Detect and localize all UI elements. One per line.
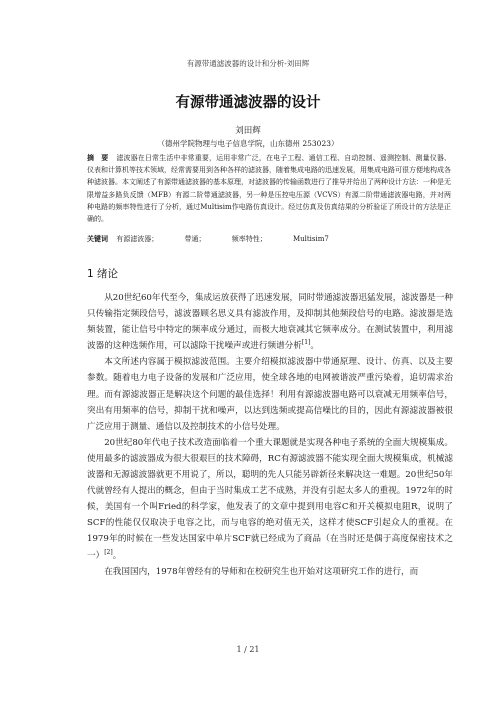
section-heading: 1 绪论 [87,268,119,280]
page-number: 1 / 21 [236,645,260,654]
keyword-item: 带通； [184,235,206,243]
keywords [87,233,451,245]
abstract-label: 摘 要 [87,153,109,162]
keyword-item: Multisim7 [292,235,329,243]
body-paragraph: 本文所述内容属于模拟滤波范围。主要介绍模拟滤波器中带通原理、设计、仿真、以及主要参数。随着电力电子设备的发展和广泛应用，使全球各地的电网被谐波严重污染着，追切需求治理。而有源滤波器正是解决这个问题的最佳选择！利用有源滤波器电路可以衰减无用频率信号，突出有用频率的信号，抑制干扰和噪声，以达到选频或提高信噪比的目的，因此有源滤波器被很广泛应用于测量、通信以及控制技术的小信号处理。 [87,357,453,432]
citation-marker: [2] [104,548,113,556]
abstract-text: 滤波器在日常生活中非常重要，运用非常广泛，在电子工程、通信工程、自动控制、遥测控制、测量仪器、仪表和计算机等技术领域，经常需要用到各种各样的滤波器，随着集成电路的迅速发展，用集成电路可很方便地构成各种滤波器。本文阐述了有源带通滤波器的基本原理，对滤波器的传输函数进行了推导并给出了两种设计方法：一种是无限增益多路负反馈（MFB）有源二阶带通滤波器，另一种是压控电压源（VCVS）有源二阶带通滤波器电路，并对两种电路的频率特性进行了分析，通过Multisim作电路仿真设计。经过仿真及仿真结果的分析验证了所设计的方法是正确的。 [87,154,452,224]
author-name: 刘田辉 [235,126,261,136]
body-paragraph: 20世纪80年代电子技术改造面临着一个重大课题就是实现各种电子系统的全面大规模集成。使用最多的滤波器成为很大很艰巨的技术障碍，RC有源滤波器不能实现全面大规模集成，机械滤波器和无源滤波器就更不用说了，所以，聪明的先人只能另辟新径来解决这一难题。20世纪50年代就曾经有人提出的概念，但由于当时集成工艺不成熟，并没有引起太多人的重视。1972年的时候，美国有一个叫Fried的科学家，他发表了的文章中提到用电容C和开关模拟电阻R，说明了SCF的性能仅仅取决于电容之比，而与电容的绝对值无关，这样才使SCF引起众人的重视。在1979年的时候在一些发达国家中单片SCF就已经成为了商品（在当时还是偶于高度保密技术之一）[2]。 [87,437,453,561]
body-paragraph: 在我国国内，1978年曾经有的导师和在校研究生也开始对这项研究工作的进行，而 [104,566,419,577]
running-head: 有源带通滤波器的设计和分析-刘田辉 [186,59,310,68]
body-paragraph: 从20世纪60年代至今，集成运放获得了迅速发展，同时带通滤波器迅猛发展，滤波器是一种只传输指定频段信号，滤波器顾名思义具有滤波作用，及抑制其他频段信号的电路。滤波器是选频装置，能让信号中特定的频率成分通过，而极大地衰减其它频率成分。在测试装置中，利用滤波器的这种选频作用，可以滤除干扰噪声或进行频谱分析[1]。 [87,293,453,352]
keyword-item: 有源滤波器； [116,235,159,243]
body-text [87,290,453,580]
keyword-item: 频率特性； [231,235,267,243]
abstract [87,152,451,225]
paper-title: 有源带通滤波器的设计 [175,95,321,111]
author-affiliation: （德州学院物理与电子信息学院，山东德州 253023） [157,139,339,148]
citation-marker: [1] [301,339,311,347]
keywords-label: 关键词 [87,234,108,243]
